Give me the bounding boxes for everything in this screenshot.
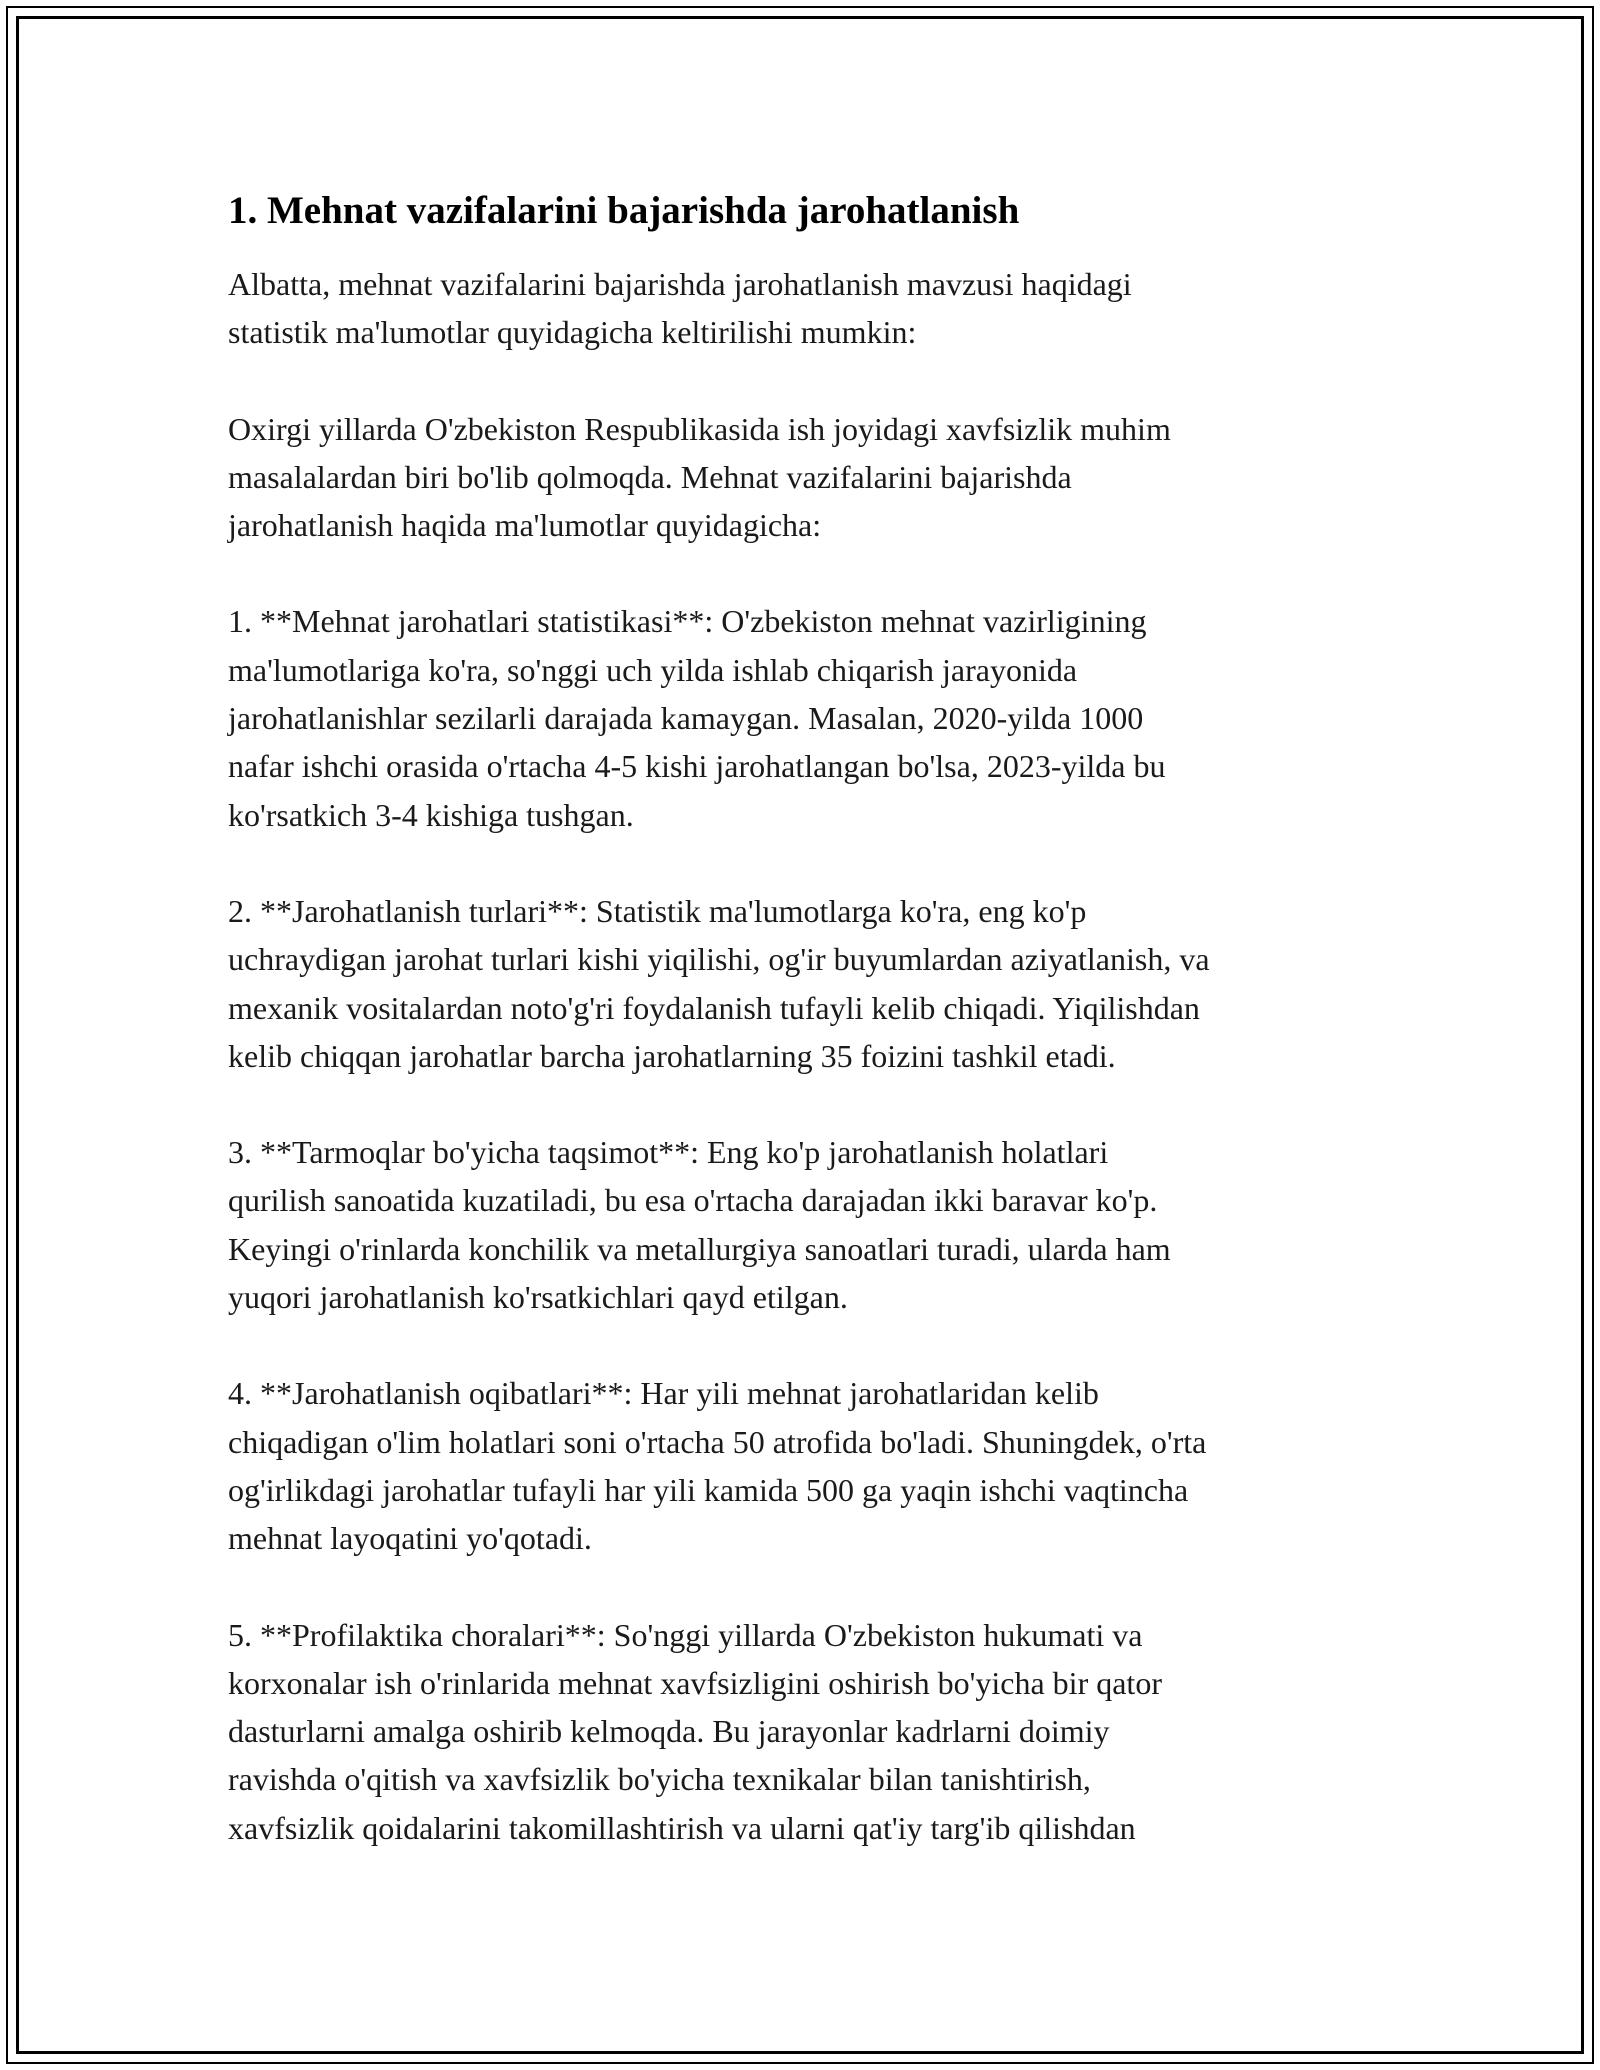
paragraph-context: Oxirgi yillarda O'zbekiston Respublikasida ish joyidagi xavfsizlik muhim masalalardan biri bo'lib qolmoqda. Mehnat vazifalarini bajarishda jarohatlanish haqida ma'lumotlar quyidagicha: [228, 410, 1171, 544]
section-heading: 1. Mehnat vazifalarini bajarishda jarohatlanish [228, 189, 1020, 232]
paragraph-item-3: 3. **Tarmoqlar bo'yicha taqsimot**: Eng ko'p jarohatlanish holatlari qurilish sanoatida kuzatiladi, bu esa o'rtacha darajadan ikki baravar ko'p. Keyingi o'rinlarda konchilik va metallurgiya sanoatlari turadi, ularda ham yuqori jarohatlanish ko'rsatkichlari qayd etilgan. [228, 1134, 1171, 1316]
document-body [228, 186, 1398, 1900]
paragraph-item-2: 2. **Jarohatlanish turlari**: Statistik ma'lumotlarga ko'ra, eng ko'p uchraydigan jarohat turlari kishi yiqilishi, og'ir buyumlardan aziyatlanish, va mexanik vositalardan noto'g'ri foydalanish tufayli kelib chiqadi. Yiqilishdan kelib chiqqan jarohatlar barcha jarohatlarning 35 foizini tashkil etadi. [228, 892, 1210, 1074]
paragraph-item-1: 1. **Mehnat jarohatlari statistikasi**: O'zbekiston mehnat vazirligining ma'lumotlariga ko'ra, so'nggi uch yilda ishlab chiqarish jarayonida jarohatlanishlar sezilarli darajada kamaygan. Masalan, 2020-yilda 1000 nafar ishchi orasida o'rtacha 4-5 kishi jarohatlangan bo'lsa, 2023-yilda bu ko'rsatkich 3-4 kishiga tushgan. [228, 603, 1166, 833]
paragraph-intro: Albatta, mehnat vazifalarini bajarishda jarohatlanish mavzusi haqidagi statistik ma'lumotlar quyidagicha keltirilishi mumkin: [228, 266, 1132, 351]
paragraph-item-5: 5. **Profilaktika choralari**: So'nggi yillarda O'zbekiston hukumati va korxonalar ish o'rinlarida mehnat xavfsizligini oshirish bo'yicha bir qator dasturlarni amalga oshirib kelmoqda. Bu jarayonlar kadrlarni doimiy ravishda o'qitish va xavfsizlik bo'yicha texnikalar bilan tanishtirish, xavfsizlik qoidalarini takomillashtirish va ularni qat'iy targ'ib qilishdan [228, 1616, 1162, 1846]
paragraph-item-4: 4. **Jarohatlanish oqibatlari**: Har yili mehnat jarohatlaridan kelib chiqadigan o'lim holatlari soni o'rtacha 50 atrofida bo'ladi. Shuningdek, o'rta og'irlikdagi jarohatlar tufayli har yili kamida 500 ga yaqin ishchi vaqtincha mehnat layoqatini yo'qotadi. [228, 1375, 1207, 1557]
